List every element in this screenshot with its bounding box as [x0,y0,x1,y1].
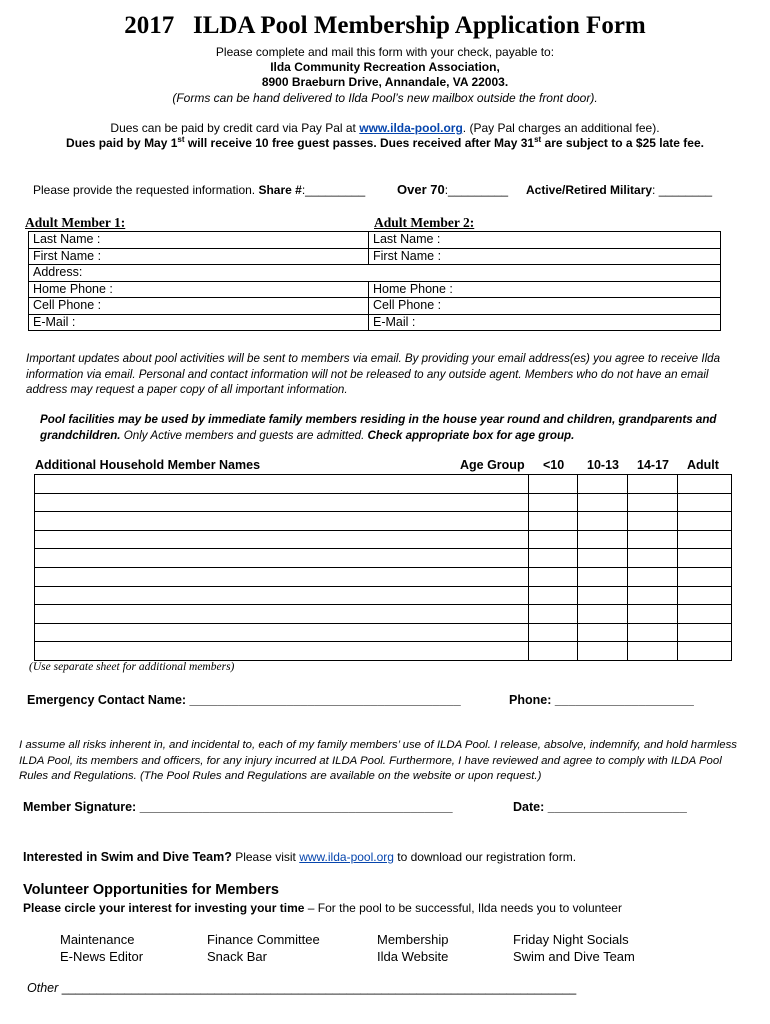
household-name-cell[interactable] [35,586,529,605]
age-group-checkbox-cell[interactable] [528,605,578,624]
volunteer-ilda-website[interactable]: Ilda Website [377,949,449,964]
swim-row [23,850,576,864]
age-group-checkbox-cell[interactable] [678,530,732,549]
volunteer-snack-bar[interactable]: Snack Bar [207,949,267,964]
age-group-checkbox-cell[interactable] [678,512,732,531]
paypal-link[interactable]: www.ilda-pool.org [359,121,463,135]
household-name-cell[interactable] [35,549,529,568]
household-name-cell[interactable] [35,605,529,624]
age-group-checkbox-cell[interactable] [528,530,578,549]
household-row [35,642,732,661]
volunteer-swim-dive-team[interactable]: Swim and Dive Team [513,949,635,964]
over70-field[interactable]: :_________ [444,183,509,197]
date-label: Date: [513,800,545,814]
household-row [35,567,732,586]
age-group-checkbox-cell[interactable] [627,567,678,586]
volunteer-needs: – For the pool to be successful, Ilda needs you to volunteer [304,901,622,915]
other-field[interactable]: __________________________________________________________________________ [58,981,577,995]
table-row [29,248,721,265]
member1-first-name[interactable]: First Name : [29,248,369,265]
swim-download: to download our registration form. [393,850,577,864]
dues-guest-passes: will receive 10 free guest passes. Dues received after May 31 [184,136,535,150]
dues-late-fee: are subject to a $25 late fee. [541,136,704,150]
volunteer-maintenance[interactable]: Maintenance [60,932,135,947]
household-name-cell[interactable] [35,475,529,494]
age-group-checkbox-cell[interactable] [528,623,578,642]
dues-sup-1: st [177,135,185,144]
emergency-name-field[interactable]: : _______________________________________ [181,693,461,707]
emergency-phone-row [509,693,694,707]
emergency-label: Emergency Contact Name [27,693,182,707]
family-notice-check: Check appropriate box for age group. [367,428,575,442]
dues-sup-2: st [534,135,542,144]
address-field[interactable]: Address: [29,265,721,282]
swim-link[interactable]: www.ilda-pool.org [299,850,394,864]
household-row [35,512,732,531]
household-row [35,549,732,568]
table-row [29,314,721,331]
age-group-checkbox-cell[interactable] [578,493,628,512]
age-group-checkbox-cell[interactable] [627,493,678,512]
volunteer-membership[interactable]: Membership [377,932,449,947]
household-name-cell[interactable] [35,512,529,531]
volunteer-circle: Please circle your interest for investing your time [23,901,305,915]
age-group-checkbox-cell[interactable] [528,493,578,512]
age-group-checkbox-cell[interactable] [627,642,678,661]
age-group-checkbox-cell[interactable] [627,549,678,568]
swim-visit: Please visit [231,850,300,864]
member2-cell-phone[interactable]: Cell Phone : [369,298,721,315]
household-name-cell[interactable] [35,567,529,586]
member1-cell-phone[interactable]: Cell Phone : [29,298,369,315]
age-group-checkbox-cell[interactable] [627,605,678,624]
household-note: (Use separate sheet for additional members) [29,661,235,673]
age-group-checkbox-cell[interactable] [678,623,732,642]
date-row [513,800,687,814]
household-row [35,586,732,605]
member1-home-phone[interactable]: Home Phone : [29,281,369,298]
dues-paypal-fee: . (Pay Pal charges an additional fee). [462,121,660,135]
emergency-row [27,693,461,707]
dues-paypal [0,121,770,135]
swim-question: Interested in Swim and Dive Team? [23,850,232,864]
table-row [29,265,721,282]
age-group-checkbox-cell[interactable] [578,567,628,586]
family-notice [40,412,745,443]
age-group-checkbox-cell[interactable] [578,512,628,531]
age-group-checkbox-cell[interactable] [528,475,578,494]
household-row [35,475,732,494]
age-group-checkbox-cell[interactable] [578,530,628,549]
member2-heading: Adult Member 2: [374,215,475,230]
age-group-checkbox-cell[interactable] [528,586,578,605]
page-title: 2017 ILDA Pool Membership Application Form [124,12,646,39]
over70-label: Over 70 [397,182,445,197]
dues-deadline [0,135,770,150]
table-row [29,232,721,249]
emergency-phone-label: Phone: [509,693,552,707]
age-group-checkbox-cell[interactable] [678,475,732,494]
age-group-checkbox-cell[interactable] [627,586,678,605]
age-group-checkbox-cell[interactable] [627,623,678,642]
household-row [35,530,732,549]
age-group-checkbox-cell[interactable] [528,512,578,531]
family-notice-rule: Pool facilities may be used by immediate family members residing in the house year round and children, grandparents and grandchildren. [40,413,717,442]
age-lt10-header: <10 [543,458,565,472]
other-label: Other [27,981,59,995]
age-group-checkbox-cell[interactable] [578,623,628,642]
age-group-checkbox-cell[interactable] [678,586,732,605]
member2-home-phone[interactable]: Home Phone : [369,281,721,298]
member1-email[interactable]: E-Mail : [29,314,369,331]
signature-field[interactable]: _____________________________________________ [136,800,453,814]
email-notice: Important updates about pool activities will be sent to members via email. By providing your email address(es) you agree to receive Ilda information via email. Personal and contact information will not be released to any outside agent. Members who do not have an email address may request a paper copy of all important information. [26,352,721,396]
age-group-checkbox-cell[interactable] [578,642,628,661]
table-row [29,281,721,298]
military-group [526,183,712,197]
date-field[interactable]: ____________________ [544,800,687,814]
age-group-checkbox-cell[interactable] [578,586,628,605]
dues-paypal-text: Dues can be paid by credit card via Pay Pal at [110,121,360,135]
household-names-header: Additional Household Member Names [35,458,261,472]
signature-row [23,800,453,814]
age-group-checkbox-cell[interactable] [578,605,628,624]
household-row [35,623,732,642]
dues-may1: Dues paid by May 1 [66,136,178,150]
member2-email[interactable]: E-Mail : [369,314,721,331]
military-field[interactable]: : ________ [652,183,713,197]
waiver-text: I assume all risks inherent in, and incidental to, each of my family members’ use of ILDA Pool. I release, absolve, indemnify, and hold harmless ILDA Pool, its members and officers, for any injury incurred at ILDA Pool. Furthermore, I have reviewed and agree to comply with ILDA Pool Rules and Regulations. (The Pool Rules and Regulations are available on the website or upon request.) [19,739,737,782]
intro-line-1: Please complete and mail this form with your check, payable to: [215,45,555,59]
household-row [35,605,732,624]
intro-hand-deliver: (Forms can be hand delivered to Ilda Pool’s new mailbox outside the front door). [172,91,598,105]
age-group-checkbox-cell[interactable] [578,549,628,568]
age-group-checkbox-cell[interactable] [678,567,732,586]
info-row [33,183,365,197]
over70-group [397,182,508,197]
member2-first-name[interactable]: First Name : [369,248,721,265]
member1-last-name[interactable]: Last Name : [29,232,369,249]
info-prompt: Please provide the requested information. [33,183,259,197]
member1-heading: Adult Member 1: [25,215,126,230]
family-notice-active: Only Active members and guests are admitted. [120,428,368,442]
age-group-checkbox-cell[interactable] [528,642,578,661]
volunteer-friday-night-socials[interactable]: Friday Night Socials [513,932,629,947]
household-name-cell[interactable] [35,530,529,549]
volunteer-intro [23,901,622,915]
volunteer-heading: Volunteer Opportunities for Members [23,882,279,898]
member2-last-name[interactable]: Last Name : [369,232,721,249]
age-group-checkbox-cell[interactable] [627,530,678,549]
age-group-checkbox-cell[interactable] [627,512,678,531]
age-group-checkbox-cell[interactable] [678,605,732,624]
volunteer-enews-editor[interactable]: E-News Editor [60,949,144,964]
age-group-header: Age Group [460,458,525,472]
age-14-17-header: 14-17 [637,458,669,472]
other-row [27,981,576,995]
age-10-13-header: 10-13 [587,458,619,472]
intro-address: 8900 Braeburn Drive, Annandale, VA 22003. [261,75,509,89]
share-field[interactable]: :_________ [301,183,366,197]
table-row [29,298,721,315]
age-group-checkbox-cell[interactable] [678,642,732,661]
age-group-checkbox-cell[interactable] [578,475,628,494]
age-group-checkbox-cell[interactable] [528,549,578,568]
emergency-phone-field[interactable]: ____________________ [551,693,694,707]
military-label: Active/Retired Military [526,183,653,197]
age-group-checkbox-cell[interactable] [678,549,732,568]
age-group-checkbox-cell[interactable] [678,493,732,512]
age-adult-header: Adult [687,458,719,472]
household-name-cell[interactable] [35,493,529,512]
share-label: Share # [258,183,302,197]
household-name-cell[interactable] [35,623,529,642]
household-row [35,493,732,512]
volunteer-finance-committee[interactable]: Finance Committee [207,932,320,947]
intro-association: Ilda Community Recreation Association, [270,60,500,74]
household-table [34,474,732,661]
age-group-checkbox-cell[interactable] [528,567,578,586]
age-group-checkbox-cell[interactable] [627,475,678,494]
signature-label: Member Signature: [23,800,137,814]
household-name-cell[interactable] [35,642,529,661]
members-table [28,231,721,331]
